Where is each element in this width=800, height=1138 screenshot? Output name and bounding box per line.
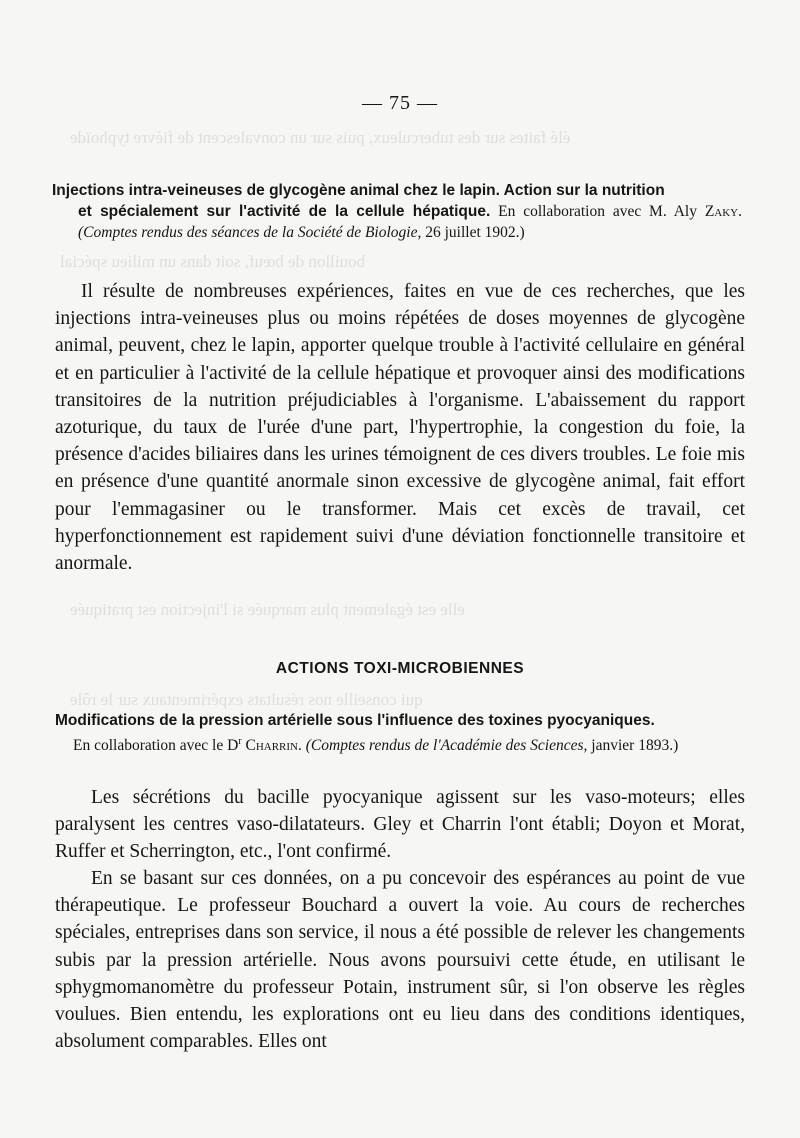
body-paragraph-1	[55, 278, 745, 577]
body-paragraph-3	[55, 865, 745, 1055]
collaboration-note: En collaboration avec le D	[73, 737, 239, 755]
show-through-text: elle est également plus marquée si l'injection est pratiquée	[70, 600, 465, 619]
show-through-text: élé faites sur des tuberculeux, puis sur un convalescent de fièvre typhoïde	[70, 128, 571, 147]
publication-reference: (Comptes rendus des séances de la Société de Biologie,	[78, 224, 422, 241]
paragraph-text: Il résulte de nombreuses expériences, faites en vue de ces recherches, que les injections intra-veineuses plus ou moins répétées de doses moyennes de glycogène animal, peuvent, chez le lapin, apporter quelque trouble à l'activité cellulaire en général et en particulier à l'activité de la cellule hépatique et provoquer ainsi des modifications transitoires de la nutrition préjudiciables à l'organisme. L'abaissement du rapport azoturique, du taux de l'urée d'une part, l'hypertrophie, la congestion du foie, la présence d'acides biliaires dans les urines témoignent de ces divers troubles. Le foie mis en présence d'une quantité anormale sinon excessive de glycogène animal, fait effort pour l'emmagasiner ou le transformer. Mais cet excès de travail, cet hyperfonctionnement est rapidement suivi d'une déviation fonctionnelle transitoire et anormale.	[55, 281, 745, 575]
body-paragraph-2	[55, 784, 745, 866]
collaboration-note-sup: r	[238, 736, 242, 747]
heading-title-part1: Injections intra-veineuses de glycogène animal chez le lapin. Action sur la nutrition	[52, 182, 665, 199]
show-through-text: bouillon de bœuf, soit dans un milieu spécial	[60, 252, 366, 271]
collaborator-name: Zaky.	[704, 203, 743, 220]
paragraph-text: En se basant sur ces données, on a pu concevoir des espérances au point de vue thérapeutique. Le professeur Bouchard a ouvert la voie. Au cours de recherches spéciales, entreprises dans son service, il nous a été possible de relever les changements subis par la pression artérielle. Nous avons poursuivi cette étude, en utilisant le sphygmomanomètre du professeur Potain, instrument sûr, si l'on observe les règles voulues. Bien entendu, les explorations ont eu lieu dans des conditions identiques, absolument comparables. Elles ont	[55, 868, 745, 1053]
section-heading-glycogene	[52, 180, 742, 243]
publication-date: 26 juillet 1902.)	[425, 224, 525, 241]
publication-date: janvier 1893.)	[591, 737, 679, 755]
publication-reference: (Comptes rendus de l'Académie des Sciences,	[305, 737, 588, 755]
section-heading-pression	[55, 710, 745, 756]
page-number: — 75 —	[362, 92, 438, 114]
paragraph-text: Les sécrétions du bacille pyocyanique agissent sur les vaso-moteurs; elles paralysent les centres vaso-dilatateurs. Gley et Charrin l'ont établi; Doyon et Morat, Ruffer et Scherrington, etc., l'ont confirmé.	[55, 787, 745, 863]
show-through-text: qui conseille nos résultats expérimentaux sur le rôle	[70, 690, 423, 709]
heading-title-part2: et spécialement sur l'activité de la cellule hépatique.	[78, 203, 491, 220]
heading-title: Modifications de la pression artérielle sous l'influence des toxines pyocyaniques.	[55, 712, 655, 729]
section-heading-toxi-microbiennes: ACTIONS TOXI-MICROBIENNES	[275, 660, 525, 677]
collaborator-name: Charrin.	[245, 737, 302, 755]
collaboration-note: En collaboration avec M. Aly	[498, 203, 697, 220]
